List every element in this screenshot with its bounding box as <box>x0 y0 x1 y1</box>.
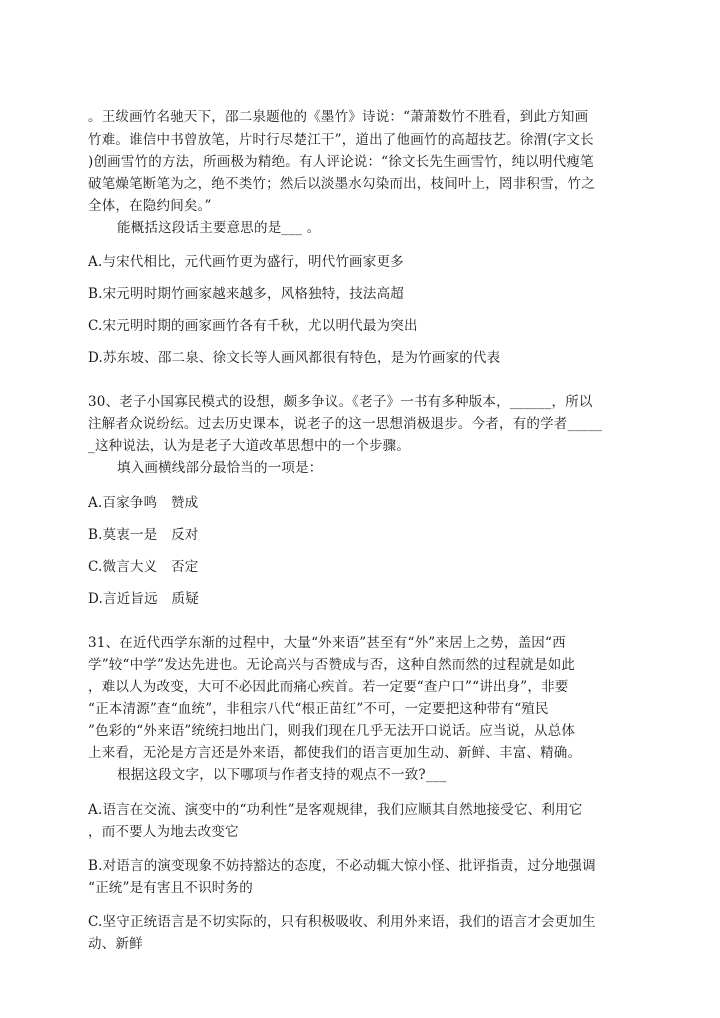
option-b: B.莫衷一是 反对 <box>88 527 199 543</box>
passage-line: “正本清源”查“血统”，非租宗八代“根正苗红”不可，一定要把这种带有“殖民 <box>88 701 549 717</box>
passage-line: _这种说法，认为是老子大道改革思想中的一个步骤。 <box>88 438 411 454</box>
option-c: C.坚守正统语言是不切实际的，只有积极吸收、利用外来语，我们的语言才会更加生 <box>88 914 596 930</box>
option-d: D.言近旨远 质疑 <box>88 591 199 607</box>
option-a: A.百家争鸣 赞成 <box>88 495 199 511</box>
passage-line: 31、在近代西学东渐的过程中，大量“外来语”甚至有“外”来居上之势，盖因“西 <box>88 635 566 651</box>
option-d: D.苏东坡、邵二泉、徐文长等人画风都很有特色，是为竹画家的代表 <box>88 350 501 366</box>
option-b: B.宋元明时期竹画家越来越多，风格独特，技法高超 <box>88 286 405 302</box>
passage-line: 。王绂画竹名驰天下，邵二泉题他的《墨竹》诗说：“萧萧数竹不胜看，到此方知画 <box>88 109 589 125</box>
option-c-continued: 动、新鲜 <box>88 936 143 952</box>
option-b-continued: “正统”是有害且不识时务的 <box>88 880 253 896</box>
question-prompt: 能概括这段话主要意思的是___ 。 <box>117 220 321 236</box>
passage-line: 30、老子小国寡民模式的设想，颇多争议。《老子》一书有多种版本，______，所以 <box>88 394 593 410</box>
option-b: B.对语言的演变现象不妨持豁达的态度，不必动辄大惊小怪、批评指责，过分地强调 <box>88 858 596 874</box>
passage-line: 注解者众说纷纭。过去历史课本，说老子的这一思想消极退步。今者，有的学者_____ <box>88 416 603 432</box>
passage-line: 上来看，无沦是方言还是外来语，都使我们的语言更加生动、新鲜、丰富、精确。 <box>88 745 582 761</box>
passage-line: )创画雪竹的方法，所画极为精绝。有人评论说：“徐文长先生画雪竹，纯以明代瘦笔 <box>88 154 594 170</box>
option-c: C.微言大义 否定 <box>88 559 199 575</box>
passage-line: 学”较“中学”发达先进也。无论高兴与否赞成与否，这种自然而然的过程就是如此 <box>88 657 576 673</box>
option-a: A.与宋代相比，元代画竹更为盛行，明代竹画家更多 <box>88 254 404 270</box>
question-prompt: 填入画横线部分最恰当的一项是： <box>117 460 323 476</box>
passage-line: 全体，在隐约间矣。” <box>88 198 212 214</box>
question-prompt: 根据这段文字，以下哪项与作者支持的观点不一致?___ <box>117 767 447 783</box>
option-c: C.宋元明时期的画家画竹各有千秋，尤以明代最为突出 <box>88 318 418 334</box>
passage-line: ”色彩的“外来语”统统扫地出门，则我们现在几乎无法开口说话。应当说，从总体 <box>88 723 576 739</box>
passage-line: ，难以人为改变，大可不必因此而痛心疾首。若一定要“查户口”“讲出身”，非要 <box>88 679 569 695</box>
option-a: A.语言在交流、演变中的“功利性”是客观规律，我们应顺其自然地接受它、利用它 <box>88 802 583 818</box>
passage-line: 破笔燥笔断笔为之，绝不类竹；然后以淡墨水勾染而出，枝间叶上，罔非积雪，竹之 <box>88 176 595 192</box>
option-a-continued: ，而不要人为地去改变它 <box>88 824 239 840</box>
passage-line: 竹难。谁信中书曾放笔，片时行尽楚江干”，道出了他画竹的高超技艺。徐渭(字文长 <box>88 132 594 148</box>
